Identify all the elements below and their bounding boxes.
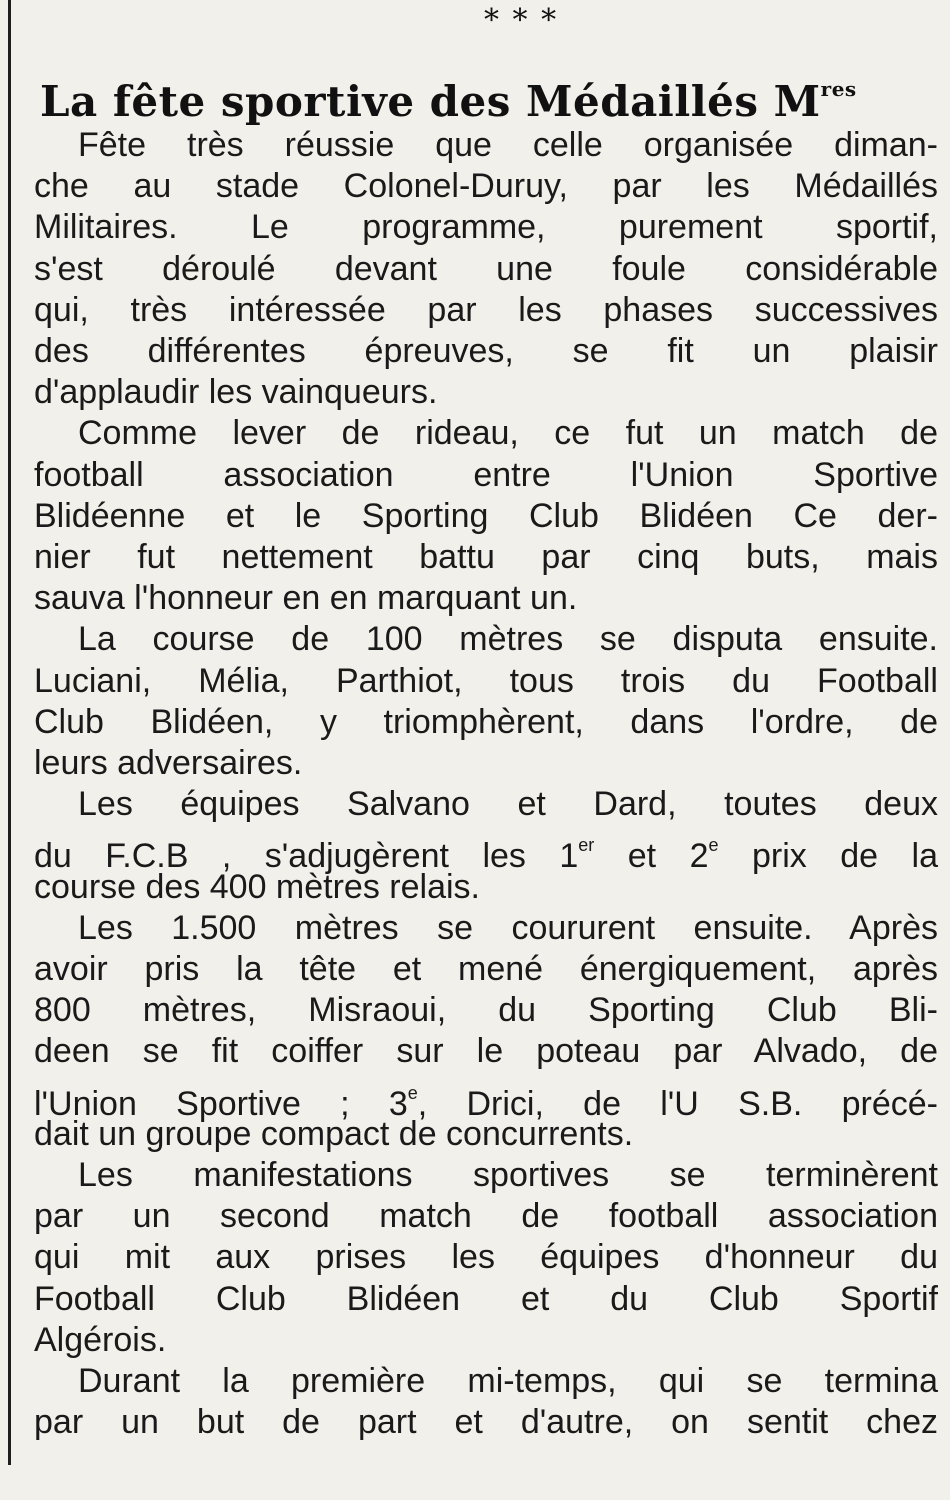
article-line: Fête très réussie que celle organisée diman- bbox=[78, 126, 938, 164]
article-line: s'est déroulé devant une foule considérable bbox=[34, 249, 938, 288]
article-line: sauva l'honneur en en marquant un. bbox=[34, 579, 578, 618]
article-line: Algérois. bbox=[34, 1320, 167, 1359]
article-line: Blidéenne et le Sporting Club Blidéen Ce der- bbox=[34, 496, 938, 535]
article-line: Football Club Blidéen et du Club Sportif bbox=[34, 1279, 938, 1318]
article-line: dait un groupe compact de concurrents. bbox=[34, 1114, 634, 1153]
article-line: Club Blidéen, y triomphèrent, dans l'ordre, de bbox=[34, 702, 938, 741]
article-line: La course de 100 mètres se disputa ensuite. bbox=[78, 620, 938, 659]
article-line: deen se fit coiffer sur le poteau par Alvado, de bbox=[34, 1032, 938, 1071]
article-line: Les équipes Salvano et Dard, toutes deux bbox=[78, 785, 938, 824]
article-line: par un but de part et d'autre, on sentit chez bbox=[34, 1403, 938, 1442]
article-title-superscript: res bbox=[820, 77, 857, 101]
article-line: Luciani, Mélia, Parthiot, tous trois du Football bbox=[34, 661, 938, 700]
article-line: nier fut nettement battu par cinq buts, mais bbox=[34, 538, 938, 576]
article-line: 800 mètres, Misraoui, du Sporting Club Bli- bbox=[34, 991, 938, 1030]
column-rule bbox=[8, 0, 11, 1465]
article-line: Les 1.500 mètres se coururent ensuite. Après bbox=[78, 908, 938, 947]
article-line: des différentes épreuves, se fit un plaisir bbox=[34, 332, 938, 370]
article-line: football association entre l'Union Sportive bbox=[34, 455, 938, 494]
article-line: du F.C.B , s'adjugèrent les 1er et 2e prix de la bbox=[34, 835, 938, 876]
article-line: qui, très intéressée par les phases successives bbox=[34, 290, 938, 329]
article-line: leurs adversaires. bbox=[34, 744, 303, 782]
article-line: avoir pris la tête et mené énergiquement, après bbox=[34, 950, 938, 988]
article-column bbox=[34, 0, 938, 1500]
article-line: par un second match de football association bbox=[34, 1197, 938, 1236]
article-line: Les manifestations sportives se terminèrent bbox=[78, 1156, 938, 1194]
article-line: Durant la première mi-temps, qui se termina bbox=[78, 1362, 938, 1400]
article-line: d'applaudir les vainqueurs. bbox=[34, 373, 438, 412]
article-title-text: La fête sportive des Médaillés M bbox=[40, 77, 821, 126]
article-line: che au stade Colonel-Duruy, par les Médaillés bbox=[34, 167, 938, 206]
article-line: qui mit aux prises les équipes d'honneur du bbox=[34, 1238, 938, 1277]
article-line: Militaires. Le programme, purement sportif, bbox=[34, 208, 938, 247]
article-line: course des 400 mètres relais. bbox=[34, 867, 480, 906]
article-title bbox=[40, 60, 940, 131]
article-line: l'Union Sportive ; 3e, Drici, de l'U S.B. précé- bbox=[34, 1082, 938, 1123]
asterism-ornament: * * * bbox=[484, 3, 559, 38]
article-line: Comme lever de rideau, ce fut un match de bbox=[78, 414, 938, 453]
